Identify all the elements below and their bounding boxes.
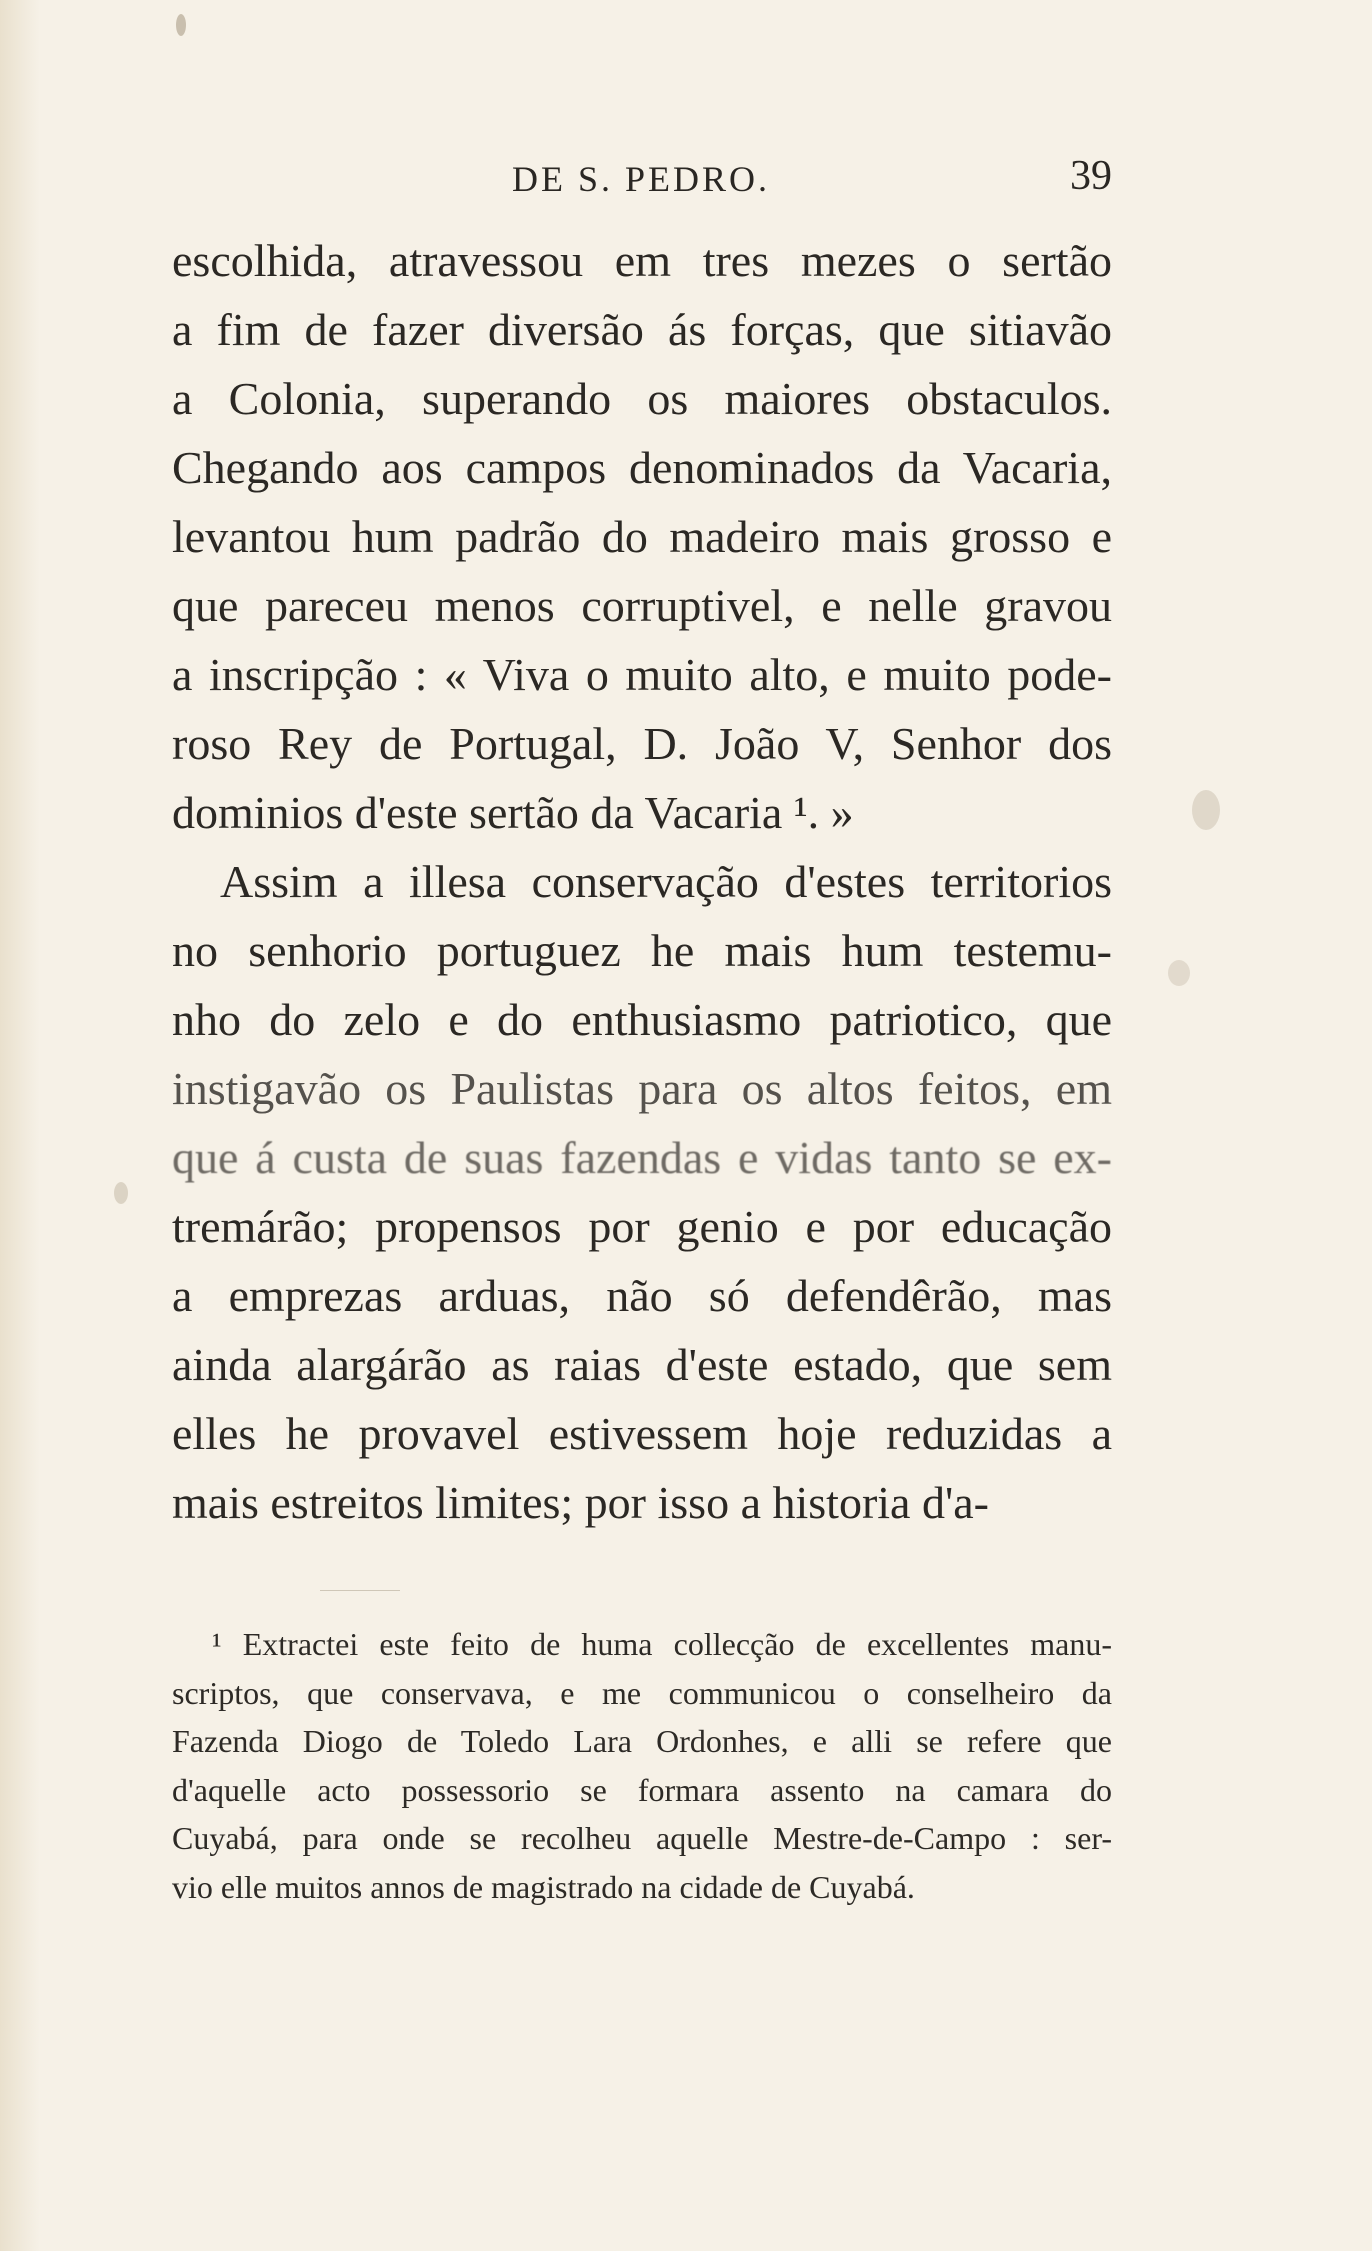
page-number: 39 <box>1070 153 1112 199</box>
text-line: a fim de fazer diversão ás forças, que sitiavão <box>172 304 1112 355</box>
text-line: ainda alargárão as raias d'este estado, que sem <box>172 1339 1112 1390</box>
footnote-line: vio elle muitos annos de magistrado na cidade de Cuyabá. <box>172 1868 915 1905</box>
footnote-line: Fazenda Diogo de Toledo Lara Ordonhes, e alli se refere que <box>172 1723 1112 1759</box>
footnote <box>172 1620 1112 1911</box>
text-line: a Colonia, superando os maiores obstaculos. <box>172 373 1112 424</box>
running-head: DE S. PEDRO. <box>512 159 771 199</box>
text-line: a inscripção : « Viva o muito alto, e muito pode- <box>172 649 1112 700</box>
text-line: instigavão os Paulistas para os altos feitos, em <box>172 1063 1112 1114</box>
text-line: a emprezas arduas, não só defendêrão, mas <box>172 1270 1112 1321</box>
page-gutter-shadow <box>0 0 40 2251</box>
text-line: Chegando aos campos denominados da Vacaria, <box>172 442 1112 493</box>
text-line: tremárão; propensos por genio e por educação <box>172 1201 1112 1252</box>
footnote-rule <box>320 1590 400 1591</box>
text-line: nho do zelo e do enthusiasmo patriotico, que <box>172 994 1112 1045</box>
text-line: que pareceu menos corruptivel, e nelle gravou <box>172 580 1112 631</box>
footnote-line: d'aquelle acto possessorio se formara assento na camara do <box>172 1771 1112 1808</box>
text-line: dominios d'este sertão da Vacaria ¹. » <box>172 787 854 838</box>
text-line: roso Rey de Portugal, D. João V, Senhor dos <box>172 718 1112 769</box>
paper-speck <box>1168 960 1190 986</box>
paper-speck <box>1192 790 1220 830</box>
page-header <box>172 152 1112 206</box>
footnote-line: ¹ Extractei este feito de huma collecção de excellentes manu- <box>212 1626 1112 1662</box>
footnote-line: scriptos, que conservava, e me communicou o conselheiro da <box>172 1674 1112 1711</box>
text-line: que á custa de suas fazendas e vidas tanto se ex- <box>172 1132 1112 1183</box>
text-line: elles he provavel estivessem hoje reduzidas a <box>172 1408 1112 1459</box>
text-line: mais estreitos limites; por isso a historia d'a- <box>172 1477 989 1528</box>
text-line: escolhida, atravessou em tres mezes o sertão <box>172 235 1112 286</box>
text-line: no senhorio portuguez he mais hum testemu- <box>172 925 1112 976</box>
footnote-line: Cuyabá, para onde se recolheu aquelle Mestre-de-Campo : ser- <box>172 1820 1112 1856</box>
main-text <box>172 226 1112 1537</box>
paragraph-start-line: Assim a illesa conservação d'estes territorios <box>220 856 1112 907</box>
paper-speck <box>176 14 186 36</box>
text-line: levantou hum padrão do madeiro mais grosso e <box>172 511 1112 562</box>
paper-speck <box>114 1182 128 1204</box>
